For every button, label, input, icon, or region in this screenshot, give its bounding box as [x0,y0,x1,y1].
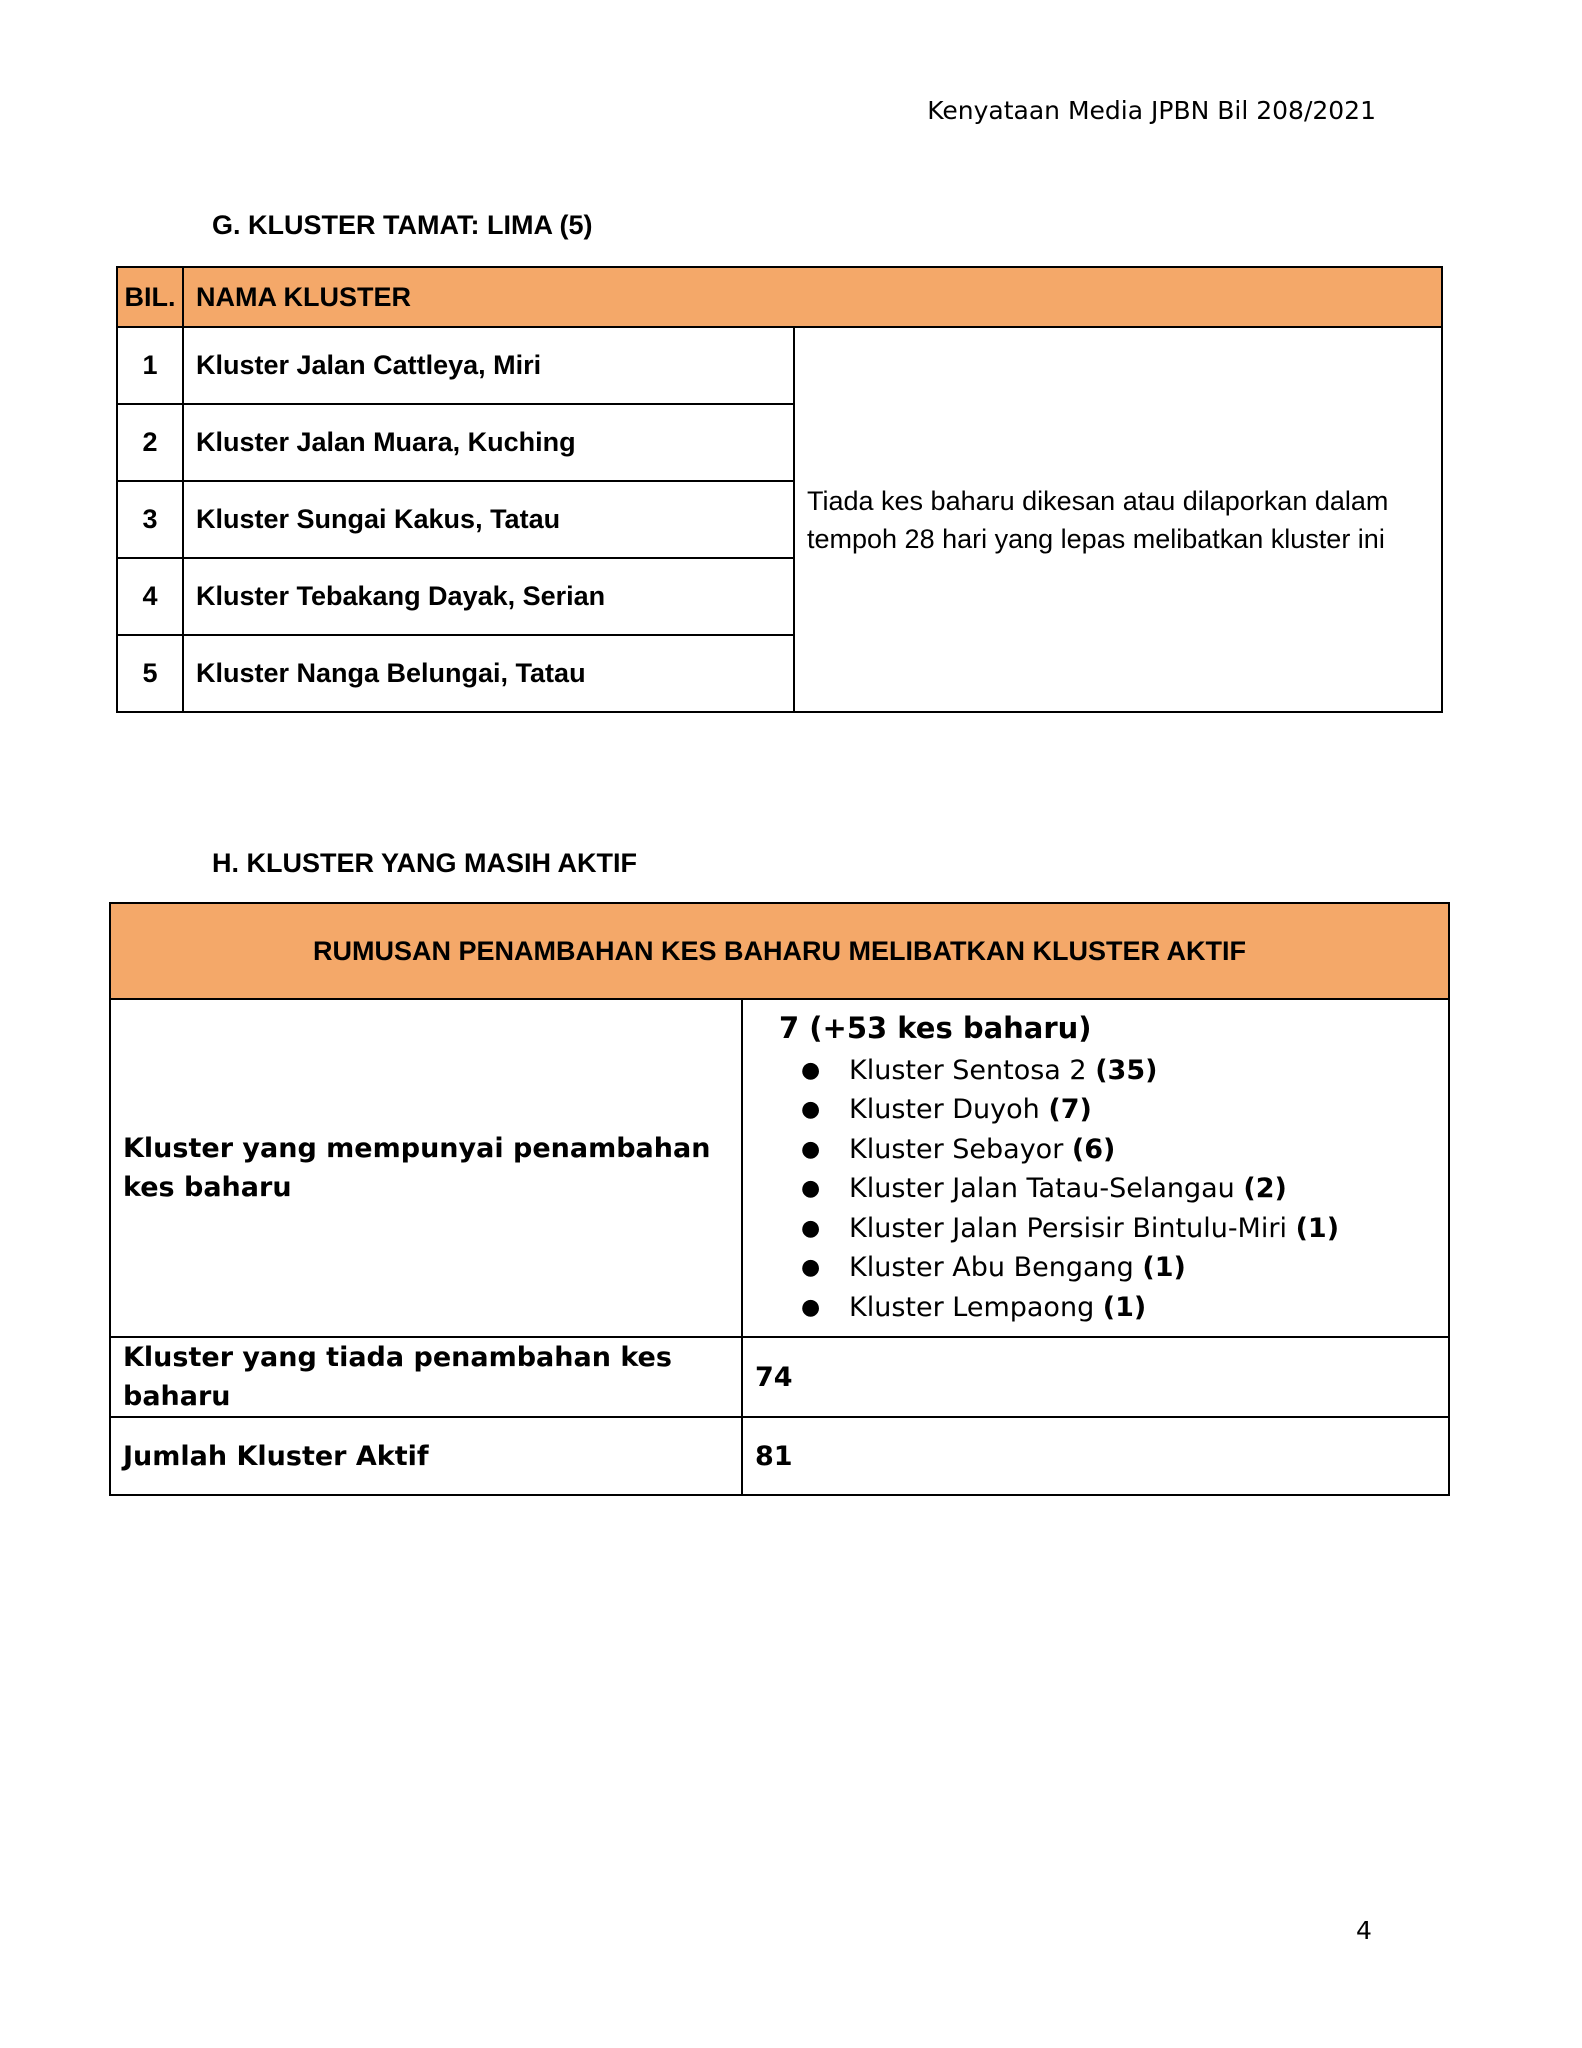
ended-note: Tiada kes baharu dikesan atau dilaporkan dalam tempoh 28 hari yang lepas melibatkan kluster ini [794,327,1442,712]
table-row [110,1417,1449,1495]
cluster-name: Kluster Duyoh [849,1094,1040,1126]
row-label: Kluster yang mempunyai penambahan kes baharu [110,999,742,1337]
cluster-name: Kluster Lempaong [849,1291,1095,1323]
case-count: (2) [1243,1173,1287,1205]
case-count: (7) [1048,1094,1092,1126]
total-active-clusters: 81 [742,1417,1449,1495]
bullet-icon: ● [801,1255,821,1281]
table-header-row [110,903,1449,999]
case-count: (1) [1102,1291,1147,1323]
cluster-list [779,1051,1438,1328]
cluster-name: Kluster Jalan Muara, Kuching [183,404,794,481]
section-h-title: H. KLUSTER YANG MASIH AKTIF [212,848,638,878]
column-header-name: NAMA KLUSTER [183,267,1442,327]
row-label: Jumlah Kluster Aktif [110,1417,742,1495]
column-header-bil: BIL. [117,267,183,327]
clusters-with-new-cases [742,999,1449,1337]
list-item [779,1130,1438,1170]
table-header-row [117,267,1442,327]
table-row [110,1337,1449,1417]
list-item [779,1288,1438,1328]
list-item [779,1209,1438,1249]
clusters-without-new-cases: 74 [742,1337,1449,1417]
new-cases-summary: 7 (+53 kes baharu) [779,1010,1092,1045]
row-number: 3 [117,481,183,558]
list-item [779,1051,1438,1091]
case-count: (35) [1095,1054,1158,1086]
case-count: (1) [1142,1252,1186,1284]
summary-block [755,1011,1438,1328]
row-label: Kluster yang tiada penambahan kes baharu [110,1337,742,1417]
list-item [779,1090,1438,1130]
case-count: (1) [1295,1212,1340,1244]
bullet-icon: ● [801,1294,821,1320]
cluster-name: Kluster Jalan Tatau-Selangau [849,1173,1235,1205]
bullet-icon: ● [801,1097,821,1123]
row-number: 5 [117,635,183,712]
bullet-icon: ● [801,1057,821,1083]
cluster-name: Kluster Sebayor [849,1133,1064,1165]
case-count: (6) [1071,1133,1116,1165]
table-row [110,999,1449,1337]
list-item [779,1169,1438,1209]
row-number: 4 [117,558,183,635]
row-number: 2 [117,404,183,481]
section-g-title: G. KLUSTER TAMAT: LIMA (5) [212,210,593,240]
bullet-icon: ● [801,1215,821,1241]
cluster-name: Kluster Sentosa 2 [849,1054,1087,1086]
cluster-name: Kluster Jalan Cattleya, Miri [183,327,794,404]
list-item [779,1248,1438,1288]
document-reference: Kenyataan Media JPBN Bil 208/2021 [927,96,1376,125]
cluster-name: Kluster Nanga Belungai, Tatau [183,635,794,712]
cluster-name: Kluster Tebakang Dayak, Serian [183,558,794,635]
bullet-icon: ● [801,1136,821,1162]
summary-table-header: RUMUSAN PENAMBAHAN KES BAHARU MELIBATKAN KLUSTER AKTIF [110,903,1449,999]
ended-clusters-table [116,266,1443,713]
row-number: 1 [117,327,183,404]
cluster-name: Kluster Sungai Kakus, Tatau [183,481,794,558]
bullet-icon: ● [801,1176,821,1202]
active-clusters-table [109,902,1450,1496]
cluster-name: Kluster Jalan Persisir Bintulu-Miri [849,1212,1287,1244]
cluster-name: Kluster Abu Bengang [849,1252,1134,1284]
table-row [117,327,1442,404]
page-number: 4 [1356,1916,1372,1945]
